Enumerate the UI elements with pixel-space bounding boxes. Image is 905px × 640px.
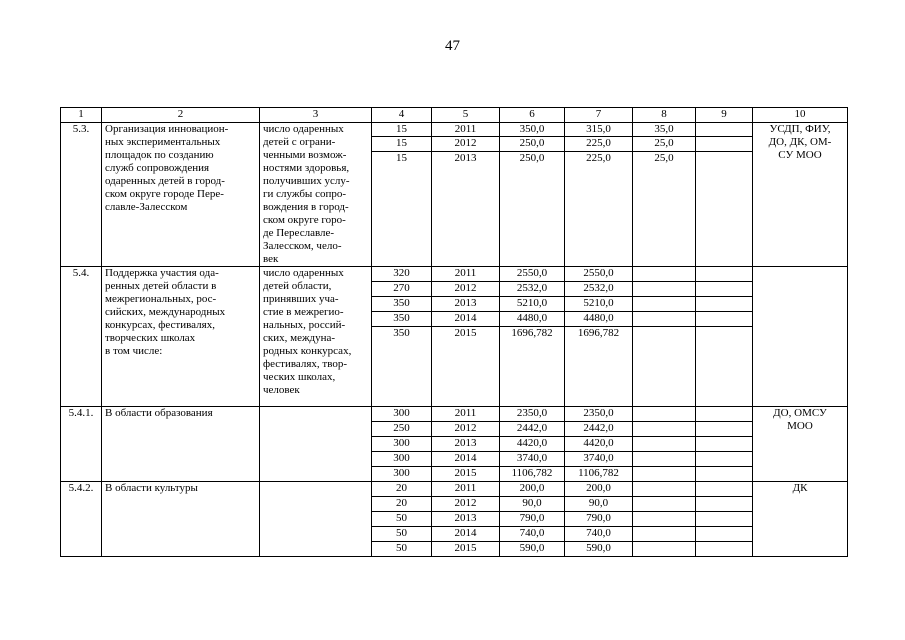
year-cell: 2015 [432, 467, 500, 482]
year-cell: 2011 [432, 267, 500, 282]
column-header: 1 [61, 108, 102, 123]
table-row [61, 267, 848, 282]
indicator-line: стие в межрегио- [263, 306, 344, 318]
empty-cell-9 [696, 467, 753, 482]
count-cell: 350 [372, 297, 432, 312]
empty-cell-9 [696, 151, 753, 266]
executor-cell [753, 482, 848, 557]
indicator-line: родных конкурсах, [263, 345, 352, 357]
empty-cell-9 [696, 482, 753, 497]
funding-cell-7: 790,0 [565, 512, 633, 527]
total-funding-cell: 590,0 [500, 542, 565, 557]
activity-name-line: творческих школах [105, 332, 196, 344]
activity-name-line: межрегиональных, рос- [105, 293, 217, 305]
count-cell: 50 [372, 542, 432, 557]
executor-line: МОО [787, 420, 813, 432]
column-header: 5 [432, 108, 500, 123]
indicator-line: человек [263, 384, 300, 396]
funding-cell-7: 225,0 [565, 151, 633, 266]
activity-name-line: площадок по созданию [105, 149, 214, 161]
activity-name-line: служб сопровождения [105, 162, 210, 174]
executor-line: СУ МОО [778, 149, 822, 161]
funding-cell-8 [633, 482, 696, 497]
count-cell: 15 [372, 151, 432, 266]
column-header: 7 [565, 108, 633, 123]
total-funding-cell: 350,0 [500, 123, 565, 137]
empty-cell-9 [696, 137, 753, 151]
funding-cell-7: 225,0 [565, 137, 633, 151]
funding-cell-7: 740,0 [565, 527, 633, 542]
activity-name-line: ском округе городе Пере- [105, 188, 224, 200]
total-funding-cell: 5210,0 [500, 297, 565, 312]
indicator-line: ческих школах, [263, 371, 336, 383]
total-funding-cell: 4480,0 [500, 312, 565, 327]
row-number-cell: 5.4. [61, 267, 102, 407]
empty-cell-9 [696, 497, 753, 512]
table-row [61, 407, 848, 422]
indicator-line: получивших услу- [263, 175, 350, 187]
activity-name-line: одаренных детей в город- [105, 175, 225, 187]
row-number-cell: 5.4.1. [61, 407, 102, 482]
funding-cell-7: 2442,0 [565, 422, 633, 437]
indicator-line: ги службы сопро- [263, 188, 346, 200]
year-cell: 2014 [432, 527, 500, 542]
year-cell: 2014 [432, 452, 500, 467]
activity-name-cell [102, 123, 260, 267]
row-number-cell: 5.3. [61, 123, 102, 267]
funding-cell-7: 90,0 [565, 497, 633, 512]
executor-cell [753, 123, 848, 267]
page-number: 47 [445, 38, 460, 54]
table-row [61, 482, 848, 497]
count-cell: 15 [372, 137, 432, 151]
activity-name-cell [102, 482, 260, 557]
year-cell: 2011 [432, 407, 500, 422]
empty-cell-9 [696, 512, 753, 527]
funding-cell-7: 3740,0 [565, 452, 633, 467]
count-cell: 270 [372, 282, 432, 297]
indicator-cell [260, 407, 372, 482]
funding-cell-7: 4420,0 [565, 437, 633, 452]
header-row [61, 108, 848, 123]
empty-cell-9 [696, 312, 753, 327]
activity-name-line: Поддержка участия ода- [105, 267, 219, 279]
year-cell: 2011 [432, 482, 500, 497]
activity-name-line: сийских, международных [105, 306, 226, 318]
funding-cell-7: 200,0 [565, 482, 633, 497]
funding-cell-7: 5210,0 [565, 297, 633, 312]
funding-cell-8 [633, 437, 696, 452]
count-cell: 20 [372, 482, 432, 497]
count-cell: 20 [372, 497, 432, 512]
indicator-cell [260, 482, 372, 557]
empty-cell-9 [696, 527, 753, 542]
year-cell: 2013 [432, 151, 500, 266]
indicator-line: детей области, [263, 280, 332, 292]
funding-cell-8 [633, 312, 696, 327]
activity-name-line: ных экспериментальных [105, 136, 221, 148]
total-funding-cell: 2350,0 [500, 407, 565, 422]
total-funding-cell: 250,0 [500, 137, 565, 151]
funding-cell-8: 35,0 [633, 123, 696, 137]
funding-cell-8 [633, 422, 696, 437]
count-cell: 320 [372, 267, 432, 282]
indicator-cell [260, 123, 372, 267]
executor-line: ДО, ОМСУ [773, 407, 827, 419]
funding-cell-8 [633, 497, 696, 512]
column-header: 6 [500, 108, 565, 123]
funding-cell-8 [633, 452, 696, 467]
indicator-line: ченными возмож- [263, 149, 347, 161]
program-table [60, 107, 848, 557]
table-row [61, 123, 848, 137]
funding-cell-7: 590,0 [565, 542, 633, 557]
indicator-line: нальных, россий- [263, 319, 346, 331]
total-funding-cell: 2532,0 [500, 282, 565, 297]
empty-cell-9 [696, 542, 753, 557]
total-funding-cell: 740,0 [500, 527, 565, 542]
executor-line: ДО, ДК, ОМ- [768, 136, 832, 148]
funding-cell-8 [633, 512, 696, 527]
total-funding-cell: 2442,0 [500, 422, 565, 437]
empty-cell-9 [696, 407, 753, 422]
empty-cell-9 [696, 452, 753, 467]
executor-cell [753, 267, 848, 407]
empty-cell-9 [696, 327, 753, 407]
year-cell: 2013 [432, 297, 500, 312]
count-cell: 300 [372, 407, 432, 422]
column-header: 4 [372, 108, 432, 123]
funding-cell-7: 2350,0 [565, 407, 633, 422]
total-funding-cell: 790,0 [500, 512, 565, 527]
empty-cell-9 [696, 297, 753, 312]
table-body [61, 108, 848, 557]
activity-name-cell [102, 267, 260, 407]
empty-cell-9 [696, 422, 753, 437]
indicator-line: ском округе горо- [263, 214, 346, 226]
count-cell: 50 [372, 512, 432, 527]
count-cell: 300 [372, 452, 432, 467]
total-funding-cell: 250,0 [500, 151, 565, 266]
year-cell: 2012 [432, 497, 500, 512]
activity-name-line: В области культуры [105, 482, 198, 494]
count-cell: 350 [372, 327, 432, 407]
year-cell: 2012 [432, 422, 500, 437]
indicator-line: принявших уча- [263, 293, 339, 305]
funding-cell-7: 4480,0 [565, 312, 633, 327]
year-cell: 2012 [432, 137, 500, 151]
indicator-line: ностями здоровья, [263, 162, 350, 174]
funding-cell-7: 1106,782 [565, 467, 633, 482]
funding-cell-8 [633, 327, 696, 407]
indicator-line: вождения в город- [263, 201, 349, 213]
funding-cell-7: 2532,0 [565, 282, 633, 297]
indicator-line: век [263, 253, 279, 265]
activity-name-line: славле-Залесском [105, 201, 188, 213]
year-cell: 2015 [432, 542, 500, 557]
activity-name-line: Организация инновацион- [105, 123, 229, 135]
indicator-line: детей с ограни- [263, 136, 336, 148]
funding-cell-8: 25,0 [633, 137, 696, 151]
indicator-cell [260, 267, 372, 407]
funding-cell-8 [633, 407, 696, 422]
total-funding-cell: 4420,0 [500, 437, 565, 452]
executor-cell [753, 407, 848, 482]
activity-name-line: В области образования [105, 407, 213, 419]
count-cell: 50 [372, 527, 432, 542]
empty-cell-9 [696, 267, 753, 282]
column-header: 2 [102, 108, 260, 123]
indicator-line: ских, междуна- [263, 332, 336, 344]
indicator-line: Залесском, чело- [263, 240, 342, 252]
funding-cell-8 [633, 527, 696, 542]
indicator-line: фестивалях, твор- [263, 358, 348, 370]
count-cell: 250 [372, 422, 432, 437]
count-cell: 15 [372, 123, 432, 137]
indicator-line: число одаренных [263, 123, 344, 135]
funding-cell-7: 315,0 [565, 123, 633, 137]
empty-cell-9 [696, 123, 753, 137]
column-header: 8 [633, 108, 696, 123]
year-cell: 2011 [432, 123, 500, 137]
activity-name-line: в том числе: [105, 345, 163, 357]
year-cell: 2013 [432, 512, 500, 527]
funding-cell-8 [633, 542, 696, 557]
column-header: 10 [753, 108, 848, 123]
count-cell: 350 [372, 312, 432, 327]
empty-cell-9 [696, 282, 753, 297]
executor-line: УСДП, ФИУ, [769, 123, 831, 135]
funding-cell-8 [633, 297, 696, 312]
total-funding-cell: 90,0 [500, 497, 565, 512]
total-funding-cell: 2550,0 [500, 267, 565, 282]
total-funding-cell: 1696,782 [500, 327, 565, 407]
count-cell: 300 [372, 437, 432, 452]
count-cell: 300 [372, 467, 432, 482]
column-header: 3 [260, 108, 372, 123]
funding-cell-8 [633, 467, 696, 482]
funding-cell-8 [633, 282, 696, 297]
indicator-line: число одаренных [263, 267, 344, 279]
funding-cell-7: 2550,0 [565, 267, 633, 282]
year-cell: 2012 [432, 282, 500, 297]
funding-cell-8 [633, 267, 696, 282]
funding-cell-7: 1696,782 [565, 327, 633, 407]
activity-name-cell [102, 407, 260, 482]
executor-line: ДК [792, 482, 808, 494]
total-funding-cell: 200,0 [500, 482, 565, 497]
indicator-line: де Переславле- [263, 227, 335, 239]
year-cell: 2014 [432, 312, 500, 327]
empty-cell-9 [696, 437, 753, 452]
activity-name-line: ренных детей области в [105, 280, 217, 292]
total-funding-cell: 1106,782 [500, 467, 565, 482]
column-header: 9 [696, 108, 753, 123]
activity-name-line: конкурсах, фестивалях, [105, 319, 215, 331]
funding-cell-8: 25,0 [633, 151, 696, 266]
year-cell: 2015 [432, 327, 500, 407]
row-number-cell: 5.4.2. [61, 482, 102, 557]
total-funding-cell: 3740,0 [500, 452, 565, 467]
year-cell: 2013 [432, 437, 500, 452]
